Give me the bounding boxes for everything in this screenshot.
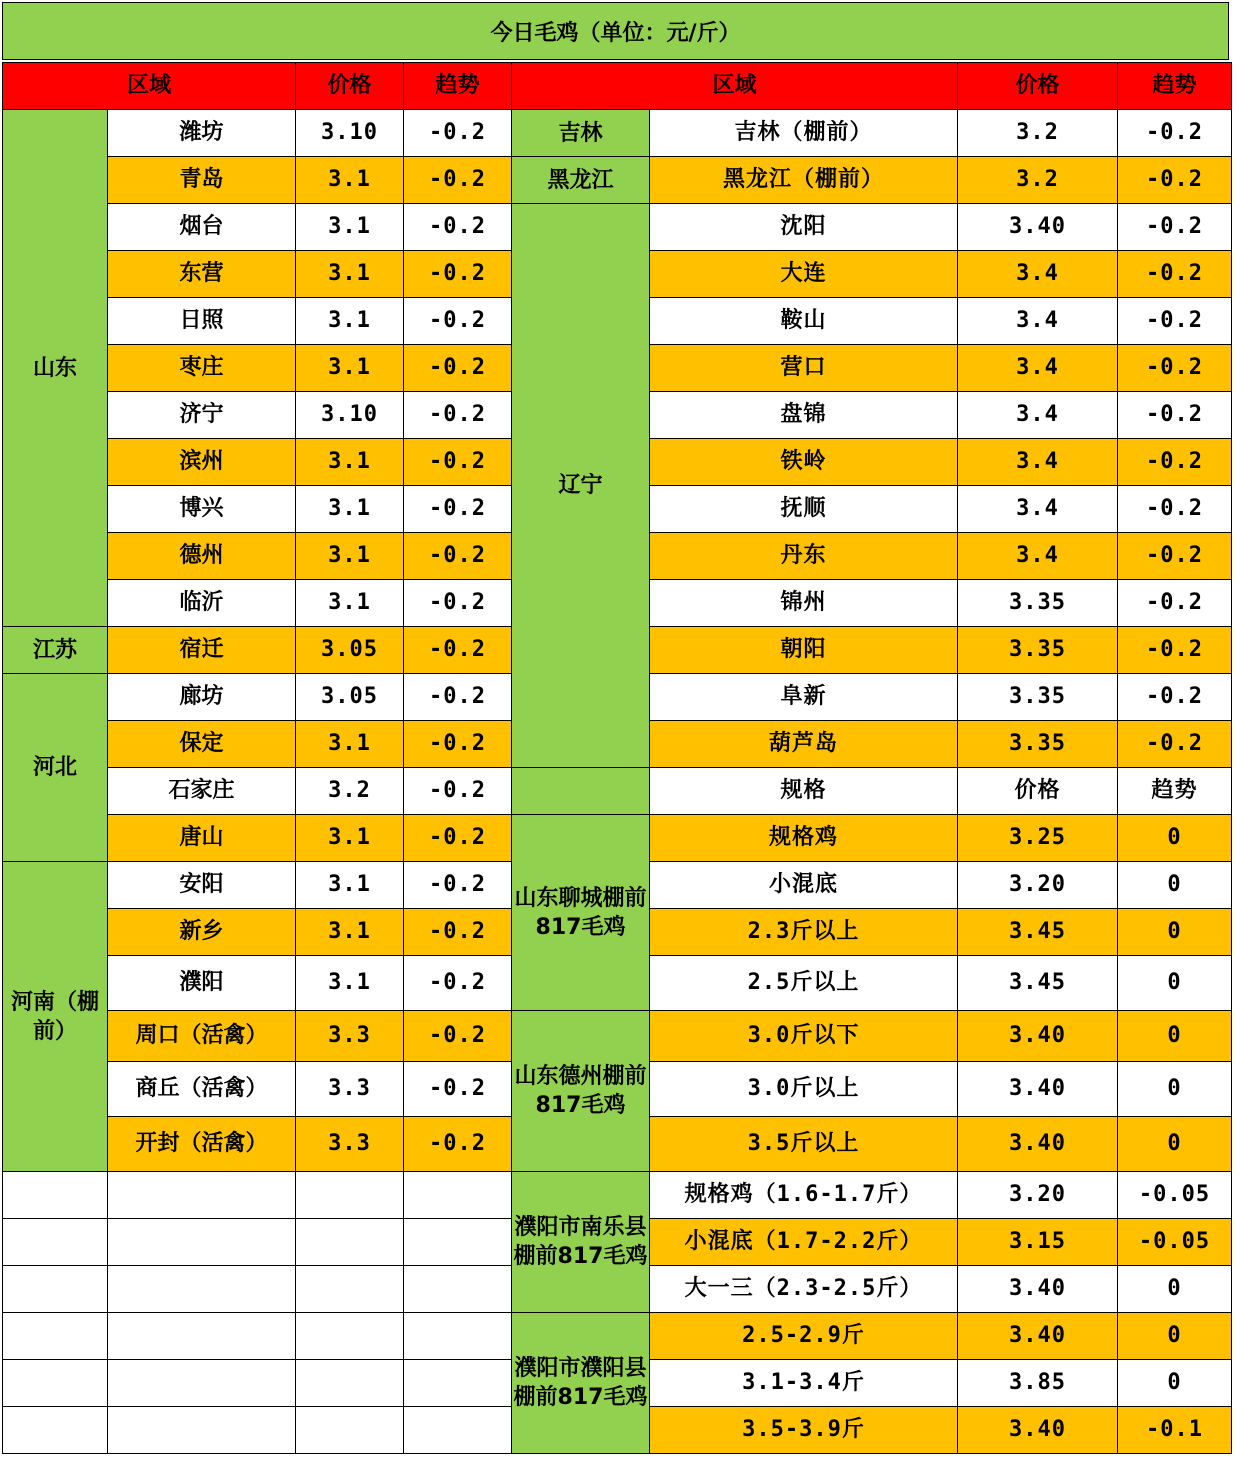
trend-cell: 0 (1118, 1117, 1232, 1172)
empty-cell (108, 1313, 296, 1360)
trend-cell: 0 (1118, 1360, 1232, 1407)
city-cell: 开封（活禽） (108, 1117, 296, 1172)
trend-cell: -0.2 (404, 110, 512, 157)
header-price-right: 价格 (958, 63, 1118, 110)
empty-cell (108, 1407, 296, 1454)
header-trend-right: 趋势 (1118, 63, 1232, 110)
province-cell: 山东 (3, 110, 108, 627)
price-table (2, 62, 1232, 1454)
trend-cell: 0 (1118, 956, 1232, 1011)
empty-cell (512, 768, 650, 815)
price-cell: 3.35 (958, 721, 1118, 768)
trend-cell: -0.05 (1118, 1219, 1232, 1266)
empty-cell (108, 1360, 296, 1407)
price-cell: 3.35 (958, 674, 1118, 721)
price-cell: 3.1 (296, 345, 404, 392)
empty-cell (296, 1313, 404, 1360)
trend-cell: 0 (1118, 1011, 1232, 1062)
price-cell: 3.40 (958, 1011, 1118, 1062)
table-row (3, 1011, 1232, 1062)
trend-cell: -0.2 (404, 251, 512, 298)
trend-cell: -0.2 (404, 721, 512, 768)
city-cell: 锦州 (650, 580, 958, 627)
empty-cell (404, 1219, 512, 1266)
price-cell: 3.40 (958, 1407, 1118, 1454)
city-cell: 规格鸡（1.6-1.7斤） (650, 1172, 958, 1219)
trend-cell: -0.2 (404, 392, 512, 439)
city-cell: 周口（活禽） (108, 1011, 296, 1062)
province-cell: 河南（棚前） (3, 862, 108, 1172)
price-cell: 3.40 (958, 1062, 1118, 1117)
price-cell: 3.45 (958, 956, 1118, 1011)
price-cell: 3.15 (958, 1219, 1118, 1266)
empty-cell (404, 1172, 512, 1219)
trend-cell: -0.05 (1118, 1172, 1232, 1219)
trend-cell: -0.2 (1118, 251, 1232, 298)
price-cell: 3.1 (296, 204, 404, 251)
city-cell: 营口 (650, 345, 958, 392)
trend-cell: -0.2 (404, 627, 512, 674)
trend-cell: 0 (1118, 862, 1232, 909)
price-cell: 3.45 (958, 909, 1118, 956)
trend-cell: -0.2 (404, 298, 512, 345)
price-cell: 3.2 (958, 157, 1118, 204)
city-cell: 烟台 (108, 204, 296, 251)
trend-cell: -0.2 (404, 1117, 512, 1172)
trend-cell: -0.2 (1118, 345, 1232, 392)
city-cell: 2.5-2.9斤 (650, 1313, 958, 1360)
price-cell: 3.4 (958, 533, 1118, 580)
price-cell: 3.2 (958, 110, 1118, 157)
city-cell: 滨州 (108, 439, 296, 486)
empty-cell (296, 1407, 404, 1454)
price-cell: 3.25 (958, 815, 1118, 862)
price-cell: 3.35 (958, 580, 1118, 627)
trend-cell: 趋势 (1118, 768, 1232, 815)
price-cell: 3.1 (296, 580, 404, 627)
price-cell: 3.10 (296, 110, 404, 157)
price-cell: 3.4 (958, 298, 1118, 345)
price-cell: 价格 (958, 768, 1118, 815)
city-cell: 黑龙江（棚前） (650, 157, 958, 204)
trend-cell: 0 (1118, 815, 1232, 862)
trend-cell: 0 (1118, 909, 1232, 956)
city-cell: 3.5-3.9斤 (650, 1407, 958, 1454)
price-cell: 3.1 (296, 815, 404, 862)
page-title: 今日毛鸡（单位：元/斤） (2, 2, 1229, 60)
trend-cell: -0.2 (1118, 157, 1232, 204)
price-cell: 3.85 (958, 1360, 1118, 1407)
city-cell: 济宁 (108, 392, 296, 439)
trend-cell: -0.2 (404, 486, 512, 533)
price-cell: 3.40 (958, 1266, 1118, 1313)
empty-cell (3, 1219, 108, 1266)
city-cell: 3.0斤以下 (650, 1011, 958, 1062)
city-cell: 廊坊 (108, 674, 296, 721)
price-cell: 3.1 (296, 439, 404, 486)
province-cell: 吉林 (512, 110, 650, 157)
city-cell: 规格鸡 (650, 815, 958, 862)
city-cell: 丹东 (650, 533, 958, 580)
city-cell: 鞍山 (650, 298, 958, 345)
trend-cell: -0.2 (404, 580, 512, 627)
table-row (3, 768, 1232, 815)
city-cell: 小混底 (650, 862, 958, 909)
price-cell: 3.4 (958, 345, 1118, 392)
price-cell: 3.1 (296, 251, 404, 298)
province-cell: 江苏 (3, 627, 108, 674)
city-cell: 商丘（活禽） (108, 1062, 296, 1117)
city-cell: 大连 (650, 251, 958, 298)
province-cell: 辽宁 (512, 204, 650, 768)
price-cell: 3.35 (958, 627, 1118, 674)
city-cell: 盘锦 (650, 392, 958, 439)
trend-cell: -0.2 (404, 768, 512, 815)
trend-cell: -0.2 (1118, 392, 1232, 439)
header-region-right: 区域 (512, 63, 958, 110)
header-trend: 趋势 (404, 63, 512, 110)
empty-cell (3, 1407, 108, 1454)
price-cell: 3.20 (958, 1172, 1118, 1219)
trend-cell: 0 (1118, 1062, 1232, 1117)
city-cell: 3.1-3.4斤 (650, 1360, 958, 1407)
city-cell: 沈阳 (650, 204, 958, 251)
province-cell: 山东德州棚前817毛鸡 (512, 1011, 650, 1172)
province-cell: 濮阳市濮阳县棚前817毛鸡 (512, 1313, 650, 1454)
trend-cell: -0.2 (1118, 627, 1232, 674)
city-cell: 临沂 (108, 580, 296, 627)
city-cell: 阜新 (650, 674, 958, 721)
trend-cell: -0.2 (404, 956, 512, 1011)
price-cell: 3.3 (296, 1011, 404, 1062)
trend-cell: -0.2 (404, 1062, 512, 1117)
price-cell: 3.4 (958, 392, 1118, 439)
city-cell: 葫芦岛 (650, 721, 958, 768)
trend-cell: -0.2 (404, 815, 512, 862)
empty-cell (3, 1266, 108, 1313)
city-cell: 濮阳 (108, 956, 296, 1011)
price-cell: 3.10 (296, 392, 404, 439)
price-cell: 3.3 (296, 1062, 404, 1117)
empty-cell (3, 1172, 108, 1219)
city-cell: 宿迁 (108, 627, 296, 674)
city-cell: 3.0斤以上 (650, 1062, 958, 1117)
empty-cell (3, 1313, 108, 1360)
price-cell: 3.4 (958, 486, 1118, 533)
trend-cell: -0.2 (1118, 110, 1232, 157)
empty-cell (296, 1266, 404, 1313)
city-cell: 小混底（1.7-2.2斤） (650, 1219, 958, 1266)
header-region: 区域 (3, 63, 296, 110)
city-cell: 规格 (650, 768, 958, 815)
city-cell: 吉林（棚前） (650, 110, 958, 157)
table-row (3, 1172, 1232, 1219)
trend-cell: -0.2 (404, 862, 512, 909)
price-cell: 3.40 (958, 204, 1118, 251)
header-price: 价格 (296, 63, 404, 110)
trend-cell: -0.2 (404, 533, 512, 580)
price-cell: 3.1 (296, 956, 404, 1011)
city-cell: 博兴 (108, 486, 296, 533)
province-cell: 濮阳市南乐县棚前817毛鸡 (512, 1172, 650, 1313)
empty-cell (108, 1266, 296, 1313)
price-cell: 3.40 (958, 1117, 1118, 1172)
trend-cell: 0 (1118, 1266, 1232, 1313)
trend-cell: -0.1 (1118, 1407, 1232, 1454)
empty-cell (108, 1219, 296, 1266)
city-cell: 日照 (108, 298, 296, 345)
price-cell: 3.1 (296, 862, 404, 909)
city-cell: 保定 (108, 721, 296, 768)
price-cell: 3.05 (296, 674, 404, 721)
city-cell: 2.5斤以上 (650, 956, 958, 1011)
trend-cell: -0.2 (404, 1011, 512, 1062)
empty-cell (108, 1172, 296, 1219)
city-cell: 唐山 (108, 815, 296, 862)
trend-cell: -0.2 (404, 157, 512, 204)
city-cell: 2.3斤以上 (650, 909, 958, 956)
trend-cell: -0.2 (1118, 721, 1232, 768)
trend-cell: -0.2 (404, 674, 512, 721)
table-row (3, 1313, 1232, 1360)
city-cell: 新乡 (108, 909, 296, 956)
trend-cell: -0.2 (1118, 533, 1232, 580)
price-cell: 3.1 (296, 157, 404, 204)
city-cell: 东营 (108, 251, 296, 298)
price-cell: 3.1 (296, 298, 404, 345)
table-row (3, 110, 1232, 157)
province-cell: 黑龙江 (512, 157, 650, 204)
trend-cell: -0.2 (404, 204, 512, 251)
city-cell: 德州 (108, 533, 296, 580)
price-cell: 3.1 (296, 721, 404, 768)
price-cell: 3.1 (296, 486, 404, 533)
price-cell: 3.20 (958, 862, 1118, 909)
empty-cell (404, 1313, 512, 1360)
empty-cell (404, 1407, 512, 1454)
province-cell: 山东聊城棚前817毛鸡 (512, 815, 650, 1011)
city-cell: 石家庄 (108, 768, 296, 815)
trend-cell: -0.2 (1118, 204, 1232, 251)
trend-cell: -0.2 (1118, 674, 1232, 721)
city-cell: 安阳 (108, 862, 296, 909)
price-cell: 3.4 (958, 439, 1118, 486)
trend-cell: 0 (1118, 1313, 1232, 1360)
city-cell: 朝阳 (650, 627, 958, 674)
empty-cell (296, 1219, 404, 1266)
trend-cell: -0.2 (404, 345, 512, 392)
price-cell: 3.1 (296, 533, 404, 580)
empty-cell (296, 1172, 404, 1219)
trend-cell: -0.2 (404, 439, 512, 486)
price-cell: 3.4 (958, 251, 1118, 298)
trend-cell: -0.2 (1118, 580, 1232, 627)
city-cell: 铁岭 (650, 439, 958, 486)
price-cell: 3.2 (296, 768, 404, 815)
table-row (3, 204, 1232, 251)
price-cell: 3.40 (958, 1313, 1118, 1360)
trend-cell: -0.2 (404, 909, 512, 956)
trend-cell: -0.2 (1118, 439, 1232, 486)
header-row (3, 63, 1232, 110)
city-cell: 潍坊 (108, 110, 296, 157)
province-cell: 河北 (3, 674, 108, 862)
city-cell: 青岛 (108, 157, 296, 204)
table-row (3, 815, 1232, 862)
trend-cell: -0.2 (1118, 298, 1232, 345)
city-cell: 3.5斤以上 (650, 1117, 958, 1172)
table-row (3, 157, 1232, 204)
city-cell: 枣庄 (108, 345, 296, 392)
price-cell: 3.1 (296, 909, 404, 956)
empty-cell (404, 1360, 512, 1407)
city-cell: 大一三（2.3-2.5斤） (650, 1266, 958, 1313)
empty-cell (404, 1266, 512, 1313)
city-cell: 抚顺 (650, 486, 958, 533)
empty-cell (3, 1360, 108, 1407)
empty-cell (296, 1360, 404, 1407)
trend-cell: -0.2 (1118, 486, 1232, 533)
price-cell: 3.05 (296, 627, 404, 674)
price-cell: 3.3 (296, 1117, 404, 1172)
